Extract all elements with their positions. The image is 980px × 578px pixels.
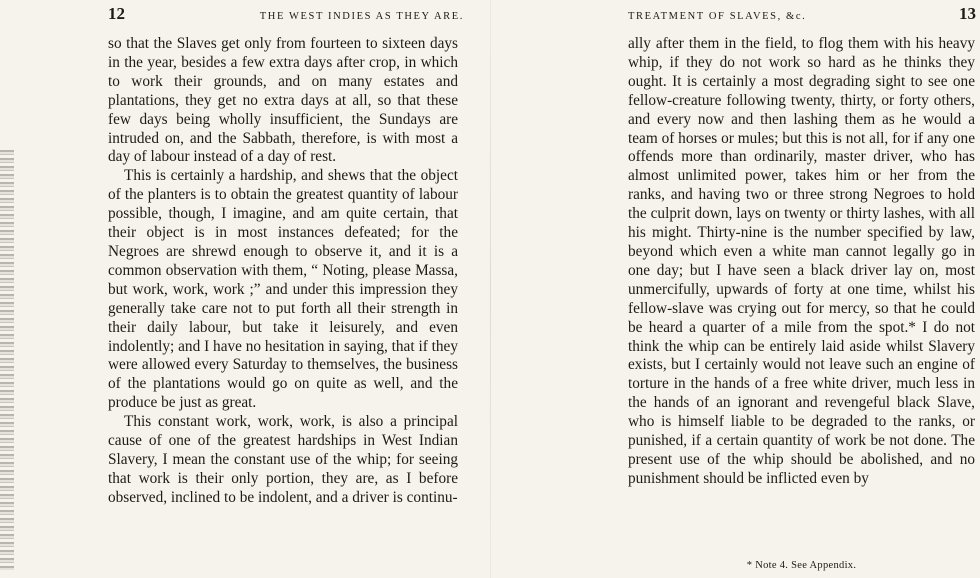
- paragraph: This is certainly a hardship, and shews that the object of the planters is to obtain the greatest quantity of labour possible, though, I imagine, and am quite certain, that their object is in most instances defeated; for the Negroes are shrewd enough to observe it, and it is a common observation with them, “ Noting, please Massa, but work, work, work ;” and under this impression they generally take care not to put forth all their strength in their daily labour, but take it leisurely, and even indolently; and I have no hesitation in saying, that if they were allowed every Saturday to themselves, the business of the plantations would go on quite as well, and the produce be just as great.: [108, 167, 458, 412]
- left-page-number: 12: [108, 4, 125, 23]
- page-gutter: [490, 0, 491, 578]
- left-page-header: [108, 4, 464, 26]
- left-running-title: THE WEST INDIES AS THEY ARE.: [259, 11, 464, 22]
- book-binding-edge: [0, 150, 14, 570]
- footnote: * Note 4. See Appendix.: [746, 560, 857, 571]
- right-page-number: 13: [959, 4, 976, 23]
- left-page-text: [108, 35, 458, 508]
- paragraph: ally after them in the field, to flog them with his heavy whip, if they do not work so hard as he thinks they ought. It is certainly a most degrading sight to see one fellow-creature following twenty, thirty, or forty others, and every now and then lashing them as he would a team of horses or mules; but this is not all, for if any one offends more than ordinarily, master driver, who has almost unlimited power, takes him or her from the ranks, and having two or three strong Negroes to hold the culprit down, lays on twenty or thirty lashes, with all his might. Thirty-nine is the number specified by law, beyond which even a white man cannot legally go in one day; but I have seen a black driver lay on, most unmercifully, upwards of forty at one time, whilst his fellow-slave was crying out for mercy, so that he could be heard a quarter of a mile from the spot.* I do not think the whip can be entirely laid aside whilst Slavery exists, but I certainly would not leave such an engine of torture in the hands of a free white driver, much less in the hands of an ignorant and revengeful black Slave, who is himself liable to be degraded to the ranks, or punished, if a certain quantity of work be not done. The present use of the whip should be abolished, and no punishment should be inflicted even by: [628, 35, 975, 487]
- right-page-text: [628, 35, 975, 489]
- paragraph: so that the Slaves get only from fourteen to sixteen days in the year, besides a few extra days after crop, in which to work their grounds, and on many estates and plantations, they get no extra days at all, so that these few days being wholly insufficient, the Sundays are intruded on, and the Sabbath, therefore, is with most a day of labour instead of a day of rest.: [108, 35, 458, 166]
- right-page-header: [628, 4, 976, 26]
- right-running-title: TREATMENT OF SLAVES, &c.: [628, 11, 807, 22]
- paragraph: This constant work, work, work, is also a principal cause of one of the greatest hardships in West Indian Slavery, I mean the constant use of the whip; for seeing that work is their only portion, they are, as I before observed, inclined to be indolent, and a driver is continu-: [108, 413, 458, 506]
